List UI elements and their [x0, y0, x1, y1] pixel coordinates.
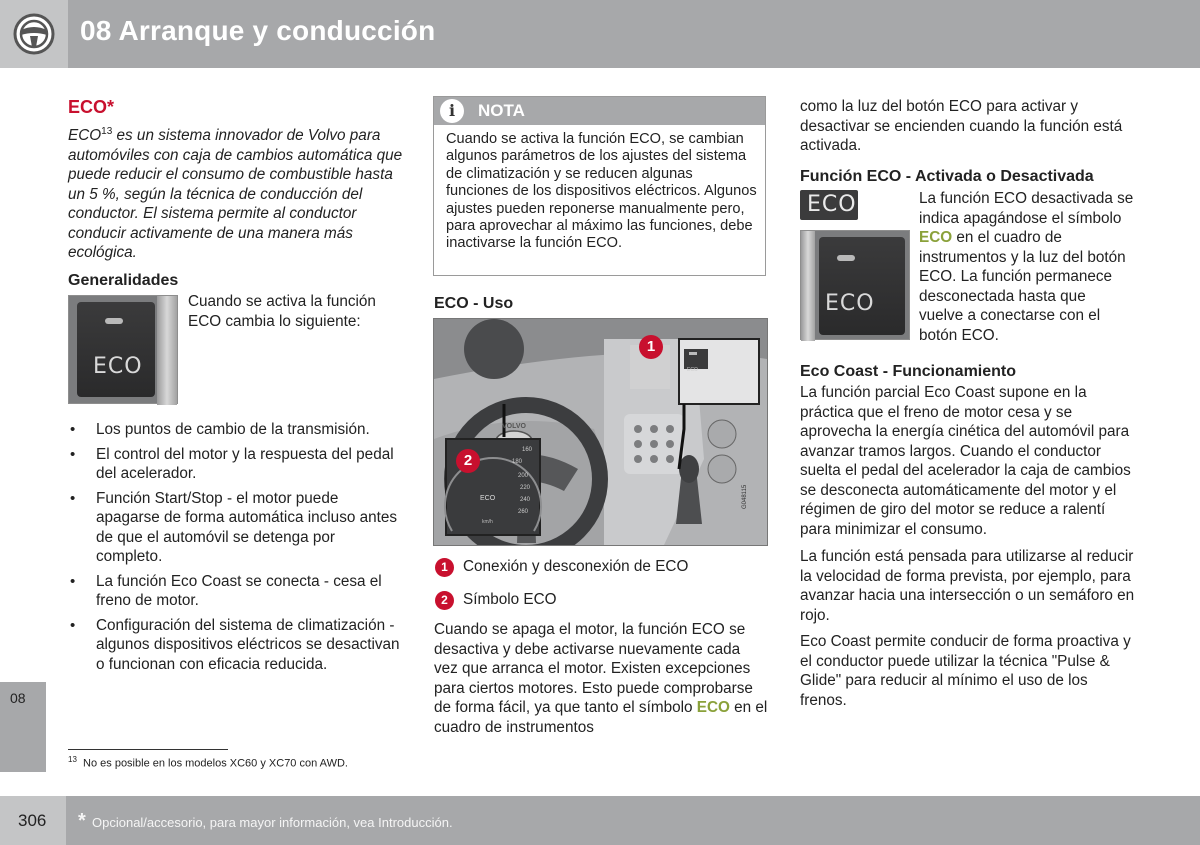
eco-changes-list — [68, 420, 403, 679]
footnote-divider — [68, 749, 228, 750]
gauge-tick: 220 — [520, 485, 531, 491]
callout-badge-1: 1 — [639, 335, 663, 359]
eco-intro — [68, 122, 403, 263]
note-title: NOTA — [478, 101, 525, 120]
eco-button-photo-off — [800, 230, 910, 340]
eco-button-photo — [68, 295, 178, 404]
chapter-side-tab-label: 08 — [10, 690, 26, 706]
eco-use-text-a: Cuando se apaga el motor, la función ECO se desactiva y debe activarse nuevamente cada vez que arranca el motor. Existen excepciones para ciertos motores. Esto puede comprobarse de forma fácil, ya que tanto el símbolo — [434, 621, 753, 716]
footnote-ref: 13 — [101, 126, 113, 137]
gauge-tick: 240 — [520, 497, 531, 503]
eco-button-label-off: ECO — [825, 291, 875, 316]
gauge-tick: 200 — [518, 473, 529, 479]
eco-section-title: ECO* — [68, 97, 115, 117]
gauge-unit: km/h — [482, 519, 493, 525]
list-item: • Configuración del sistema de climatización - algunos dispositivos eléctricos se desactivan o funcionan con eficacia reducida. — [68, 616, 403, 675]
footer-note: Opcional/accesorio, para mayor información, vea Introducción. — [92, 815, 453, 830]
interior-drawing — [434, 319, 767, 545]
function-text — [919, 189, 1134, 345]
function-heading: Función ECO - Activada o Desactivada — [800, 168, 1094, 185]
note-text: Cuando se activa la función ECO, se cambian algunos parámetros de los ajustes del sistema de climatización y se reducen algunas funciones de los dispositivos eléctricos. Algunos ajustes pueden reponerse manualmente pero, para aprovechar al máximo las funciones, debe inactivarse la función ECO. — [446, 131, 757, 252]
coast-heading: Eco Coast - Funcionamiento — [800, 363, 1017, 380]
chapter-icon-box — [0, 0, 68, 68]
eco-indicator-symbol — [800, 190, 858, 220]
page-number: 306 — [18, 811, 47, 830]
eco-use-text-b: en el cuadro de instrumentos — [434, 699, 768, 736]
footnote-text: No es posible en los modelos XC60 y XC70 con AWD. — [83, 757, 348, 770]
list-item: • Función Start/Stop - el motor puede apagarse de forma automática incluso antes de que el automóvil se detenga por completo. — [68, 489, 403, 567]
legend-text-2: Símbolo ECO — [463, 591, 557, 608]
generalities-heading: Generalidades — [68, 272, 179, 289]
list-item: • Los puntos de cambio de la transmisión. — [68, 420, 403, 440]
console-eco-label: ECO — [687, 367, 698, 373]
eco-symbol-inline: ECO — [919, 229, 953, 246]
function-text-a: La función ECO desactivada se indica apagándose el símbolo — [919, 190, 1134, 227]
footer-star: * — [78, 810, 86, 832]
footnote-number: 13 — [68, 755, 77, 764]
eco-button-label: ECO — [93, 354, 143, 379]
callout-badge-2: 2 — [456, 449, 480, 473]
car-interior-figure — [433, 318, 768, 546]
eco-symbol-inline: ECO — [696, 699, 730, 716]
coast-paragraph-2: La función está pensada para utilizarse al reducir la velocidad de forma prevista, por ejemplo, para avanzar hacia una intersección o un semáforo en rojo. — [800, 548, 1135, 624]
eco-intro-text: es un sistema innovador de Volvo para automóviles con caja de cambios automática que puede reducir el consumo de combustible hasta un 5 %, según la técnica de conducción del conductor. El sistema permite al conductor conducir activamente de una manera más ecológica. — [68, 127, 403, 262]
gauge-eco-symbol: ECO — [480, 495, 496, 502]
coast-paragraph-3: Eco Coast permite conducir de forma proactiva y el conductor puede utilizar la técnica "Pulse & Glide" para reducir al mínimo el uso de los frenos. — [800, 633, 1131, 709]
gauge-tick: 180 — [512, 459, 523, 465]
info-icon: i — [440, 99, 464, 123]
steering-wheel-icon — [0, 0, 68, 68]
continuation-text: como la luz del botón ECO para activar y desactivar se encienden cuando la función está activada. — [800, 98, 1123, 154]
volvo-logo: VOLVO — [502, 423, 526, 430]
image-code: G048115 — [742, 484, 748, 509]
list-item: • La función Eco Coast se conecta - cesa el freno de motor. — [68, 572, 403, 611]
function-text-b: en el cuadro de instrumentos y la luz del botón ECO. La función permanece desconectada hasta que vuelve a conectarse con el botón ECO. — [919, 229, 1126, 344]
chapter-title: 08 Arranque y conducción — [80, 15, 436, 46]
gauge-tick: 260 — [518, 509, 529, 515]
eco-intro-lead: ECO — [68, 127, 102, 145]
generalities-text: Cuando se activa la función ECO cambia lo siguiente: — [188, 293, 376, 330]
coast-paragraph-1: La función parcial Eco Coast supone en la práctica que el freno de motor cesa y se aprovecha la energía cinética del automóvil para avanzar tramos largos. Cuando el conductor suelta el pedal del acelerador la caja de cambios se desconecta automáticamente del motor y el régimen de giro del motor se reduce a ralentí para minimizar el consumo. — [800, 384, 1131, 538]
legend-badge-2: 2 — [435, 591, 454, 610]
list-item: • El control del motor y la respuesta del pedal del acelerador. — [68, 445, 403, 484]
eco-use-paragraph — [434, 620, 768, 737]
legend-badge-1: 1 — [435, 558, 454, 577]
legend-text-1: Conexión y desconexión de ECO — [463, 558, 689, 575]
eco-use-heading: ECO - Uso — [434, 295, 514, 312]
eco-indicator-label: ECO — [807, 192, 857, 217]
gauge-tick: 160 — [522, 447, 533, 453]
footnote — [68, 755, 348, 770]
